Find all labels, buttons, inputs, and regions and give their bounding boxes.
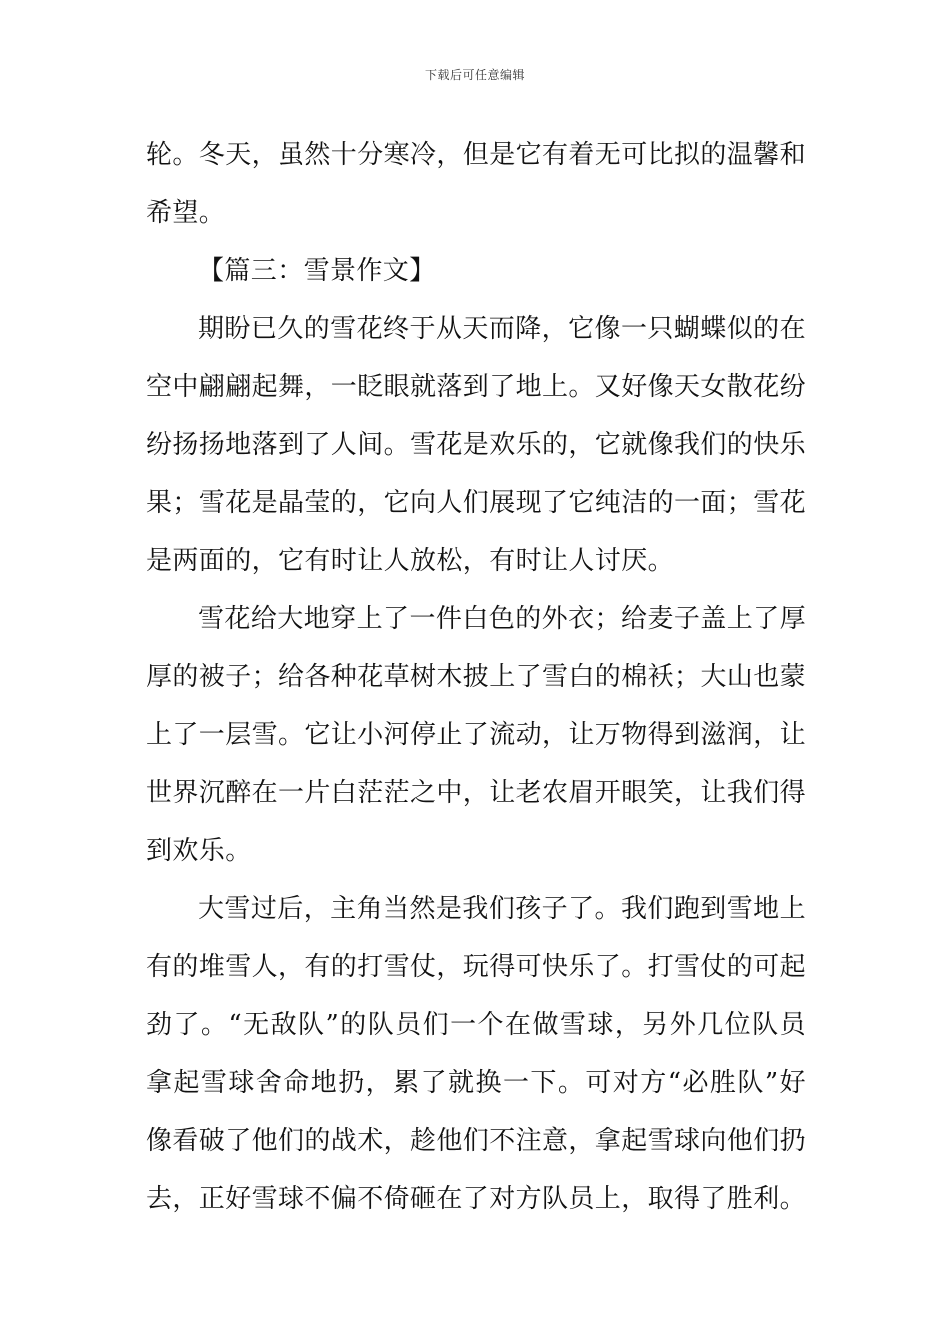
paragraph-snowflakes: 期盼已久的雪花终于从天而降，它像一只蝴蝶似的在空中翩翩起舞，一眨眼就落到了地上。又好像天女散花纷纷扬扬地落到了人间。雪花是欢乐的，它就像我们的快乐果；雪花是晶莹的，它向人们展现了它纯洁的一面；雪花是两面的，它有时让人放松，有时让人讨厌。	[146, 314, 807, 576]
document-body	[146, 126, 806, 1228]
paragraph-snowball-fight: 大雪过后，主角当然是我们孩子了。我们跑到雪地上有的堆雪人，有的打雪仗，玩得可快乐了。打雪仗的可起劲了。“无敌队”的队员们一个在做雪球，另外几位队员拿起雪球舍命地扔，累了就换一下。可对方“必胜队”好像看破了他们的战术，趁他们不注意，拿起雪球向他们扔去，正好雪球不偏不倚砸在了对方队员上，取得了胜利。	[146, 894, 807, 1214]
paragraph-snow-covering: 雪花给大地穿上了一件白色的外衣；给麦子盖上了厚厚的被子；给各种花草树木披上了雪白的棉袄；大山也蒙上了一层雪。它让小河停止了流动，让万物得到滋润，让世界沉醉在一片白茫茫之中，让老农眉开眼笑，让我们得到欢乐。	[146, 604, 807, 866]
page-header: 下载后可任意编辑	[424, 68, 525, 82]
section-heading: 【篇三：雪景作文】	[198, 256, 436, 286]
paragraph-continuation: 轮。冬天，虽然十分寒冷，但是它有着无可比拟的温馨和希望。	[146, 140, 807, 228]
